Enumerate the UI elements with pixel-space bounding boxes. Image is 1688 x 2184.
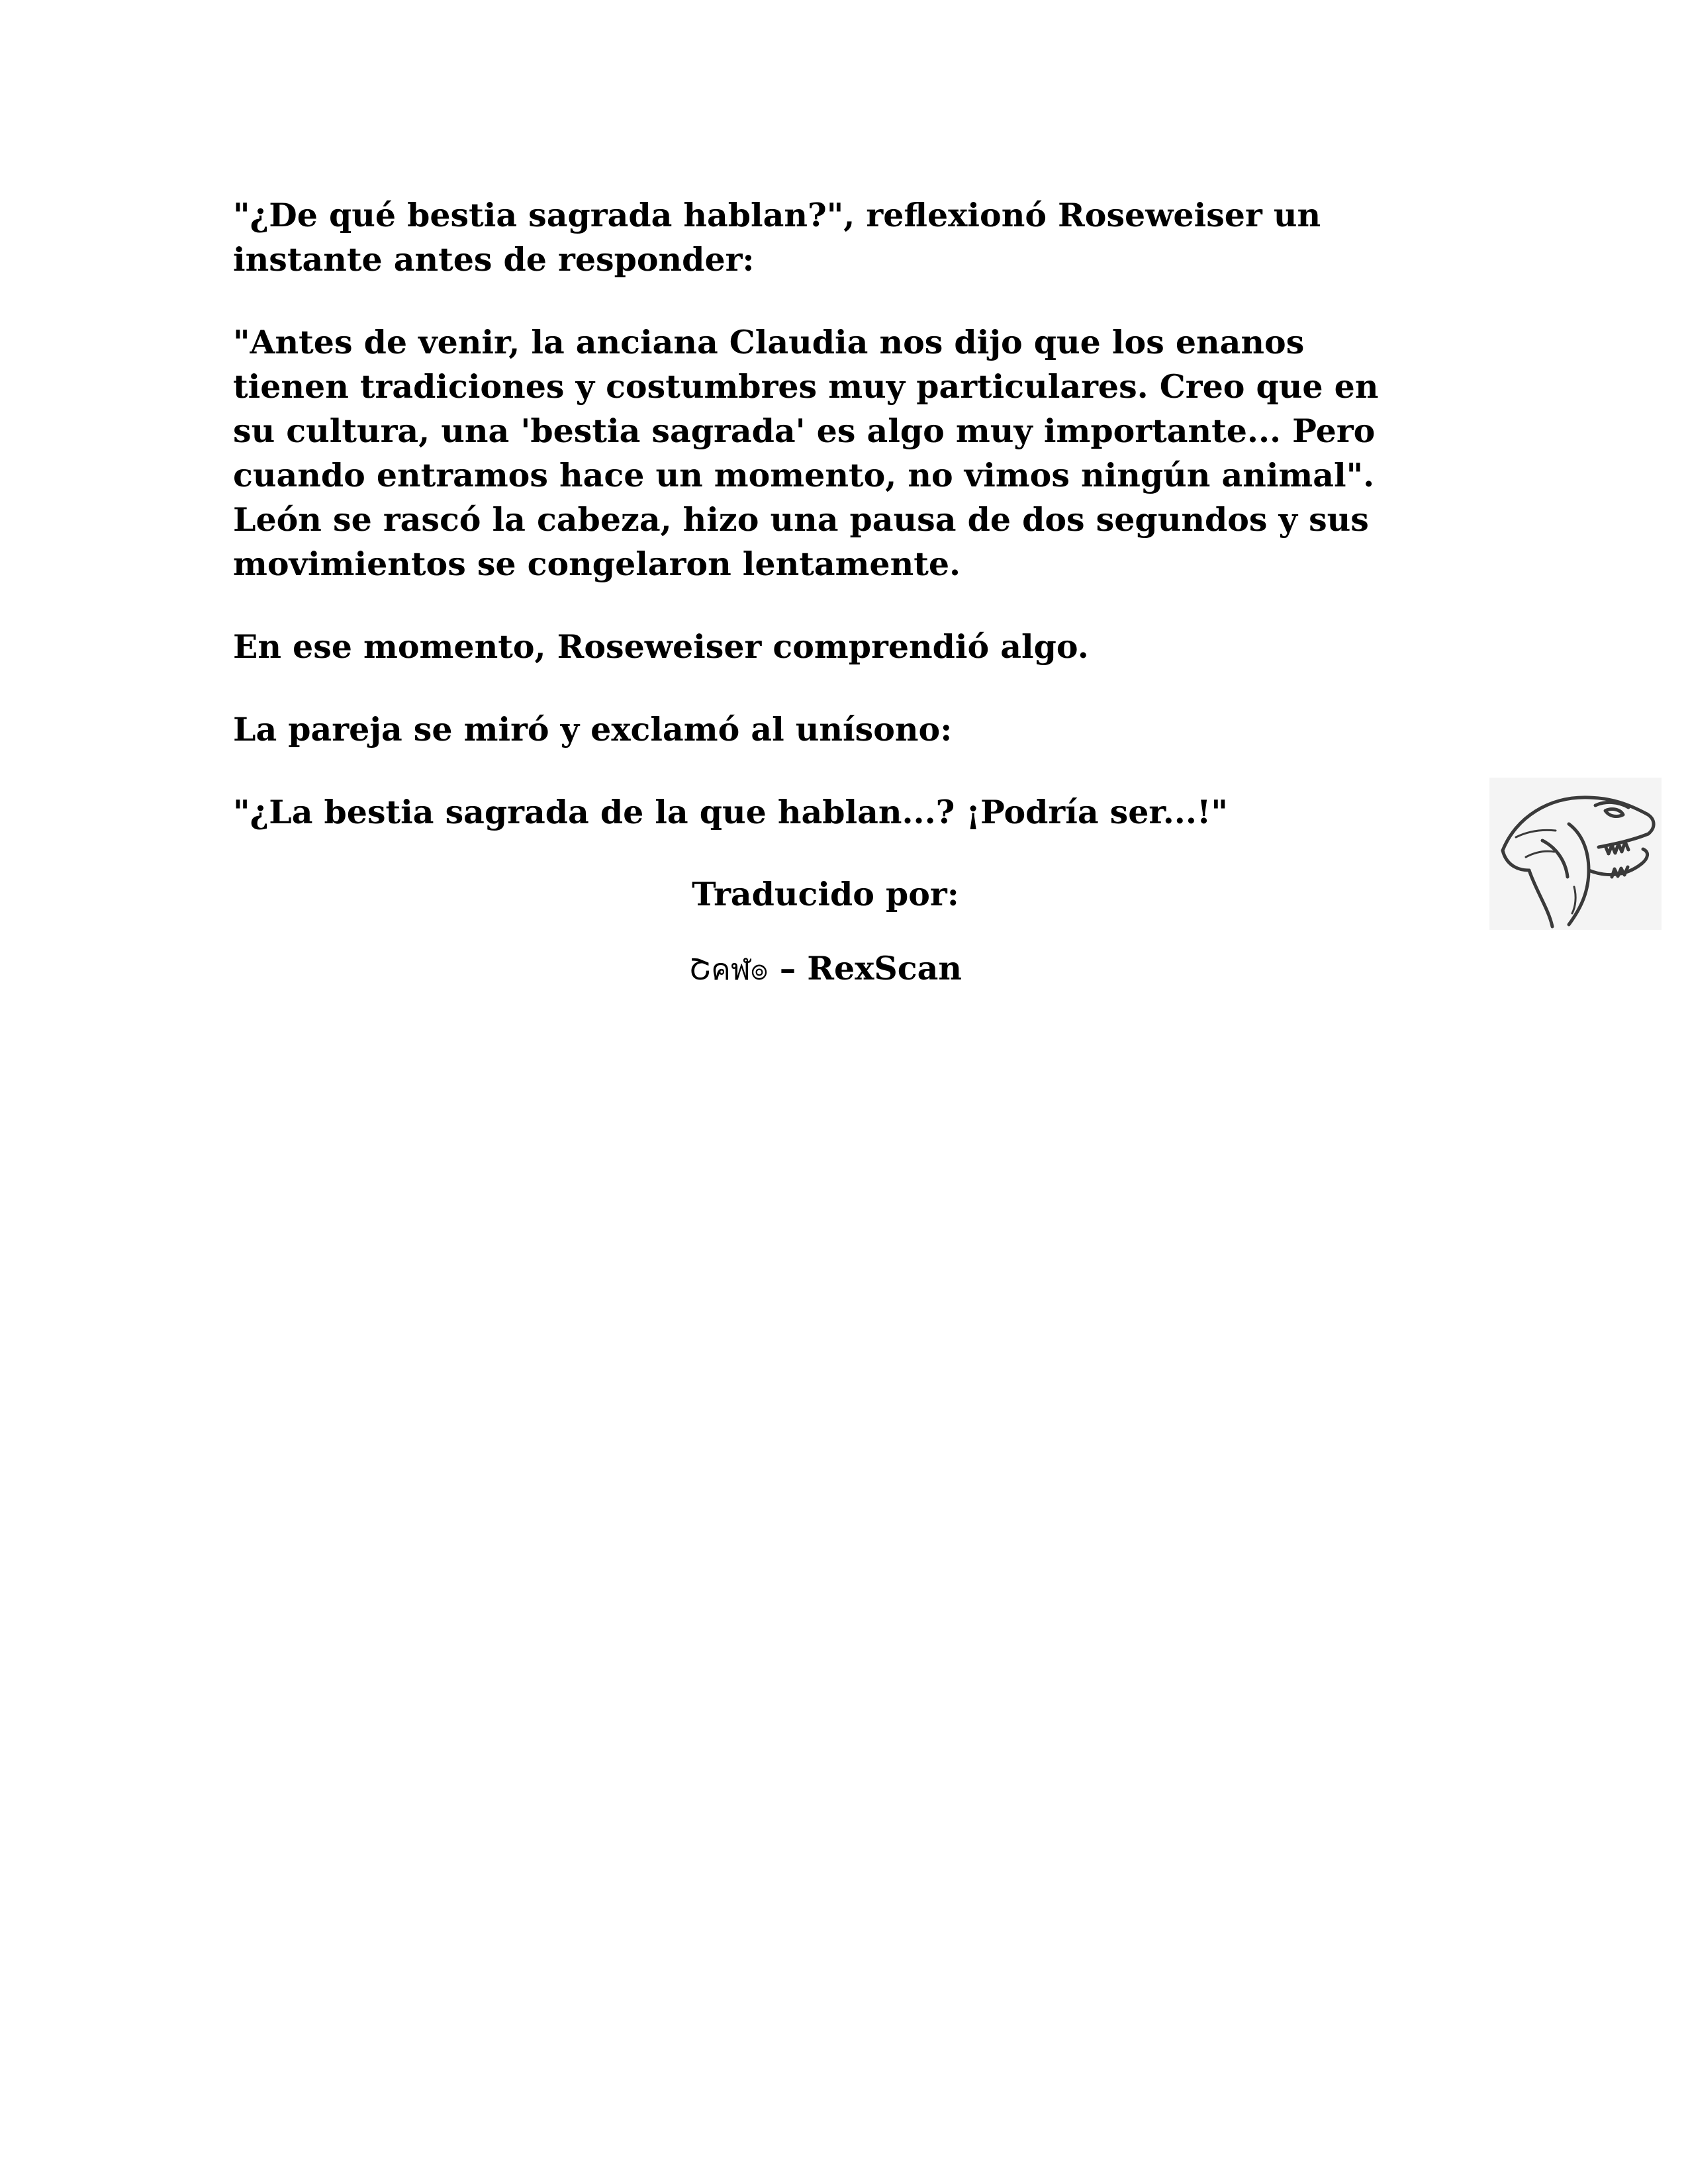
story-text [233, 193, 1418, 873]
credit-separator: – [768, 949, 808, 987]
translator-name: Շคฬ๏ [688, 953, 769, 987]
translation-credits [233, 872, 1418, 1022]
translated-by-label: Traducido por: [692, 875, 959, 913]
translator-credit-line [233, 946, 1418, 992]
paragraph-4: La pareja se miró y exclamó al unísono: [233, 710, 953, 749]
paragraph-5: "¿La bestia sagrada de la que hablan...? ¡Podría ser...!" [233, 793, 1228, 831]
paragraph-3: En ese momento, Roseweiser comprendió algo. [233, 627, 1089, 666]
paragraph-2: "Antes de venir, la anciana Claudia nos dijo que los enanos tienen tradiciones y costumbres muy particulares. Creo que en su cultura, una 'bestia sagrada' es algo muy importante... Pero cuando entramos hace un momento, no vimos ningún animal". León se rascó la cabeza, hizo una pausa de dos segundos y sus movimientos se congelaron lentamente. [233, 323, 1379, 583]
t-rex-head-sketch-icon [1489, 778, 1662, 930]
paragraph-1: "¿De qué bestia sagrada hablan?", reflexionó Roseweiser un instante antes de responder: [233, 196, 1321, 279]
group-name: RexScan [807, 949, 962, 987]
